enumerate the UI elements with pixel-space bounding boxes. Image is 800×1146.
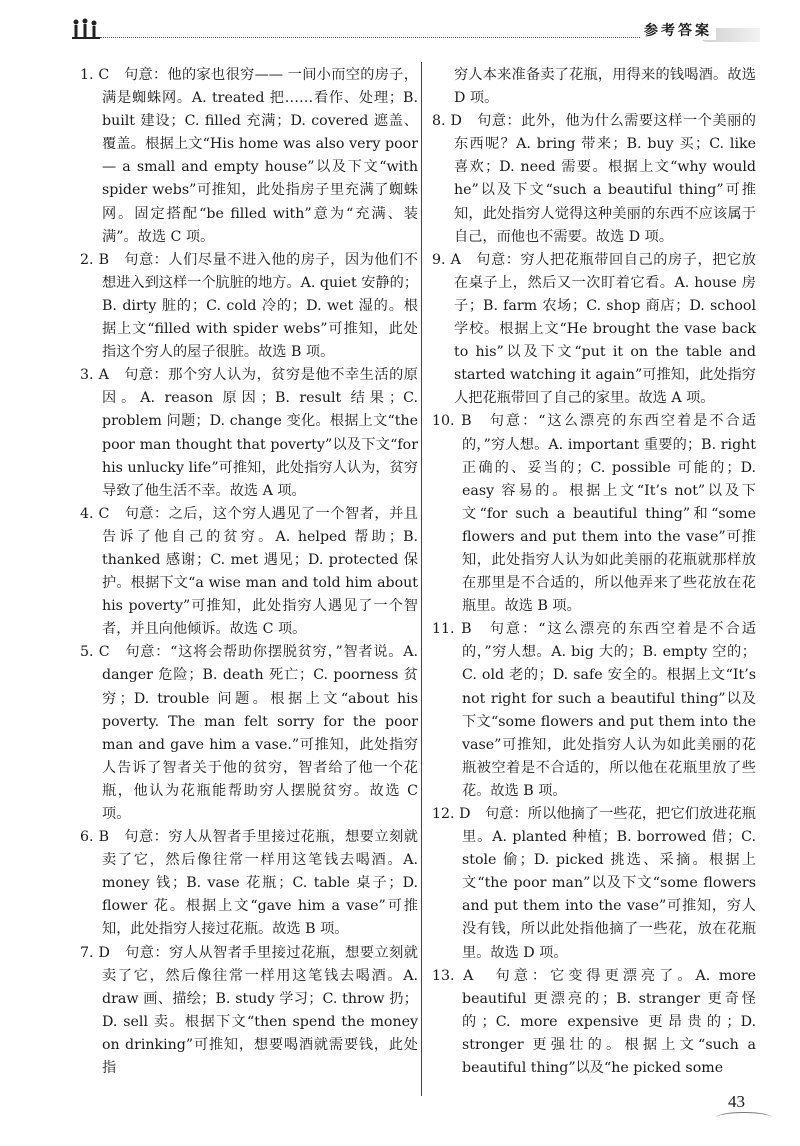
page-number-decoration [716, 1112, 772, 1123]
right-column [432, 64, 756, 1080]
figures-logo-icon [72, 18, 102, 40]
column-divider [421, 62, 422, 1096]
left-column [80, 64, 418, 1080]
header-rule [100, 37, 700, 38]
answer-item-13: 13. A 句意：它变得更漂亮了。A. more beautiful 更漂亮的；B. stranger 更奇怪的；C. more expensive 更昂贵的；D. stronger 更强壮的。根据上文“such a beautiful thing”以及“he picked some [432, 967, 756, 1077]
answer-item-10: 10. B 句意：“这么漂亮的东西空着是不合适的，”穷人想。A. important 重要的；B. right 正确的、妥当的；C. possible 可能的；D. easy 容易的。根据上文“It’s not”以及下文“for such a beautiful thing”和“some flowers and put them into the vase”可推知，此处指穷人认为如此美丽的花瓶就那样放在那里是不合适的，所以他弄来了些花放在花瓶里。故选 B 项。 [432, 413, 756, 615]
answer-item-4: 4. C 句意：之后，这个穷人遇见了一个智者，并且告诉了他自己的贫穷。A. helped 帮助；B. thanked 感谢；C. met 遇见；D. protected 保护。根据下文“a wise man and told him about his poverty”可推知，此处指穷人遇见了一个智者，并且向他倾诉。故选 C 项。 [80, 505, 418, 638]
answer-item-6: 6. B 句意：穷人从智者手里接过花瓶，想要立刻就卖了它，然后像往常一样用这笔钱去喝酒。A. money 钱；B. vase 花瓶；C. table 桌子；D. flower 花。根据上文“gave him a vase”可推知，此处指穷人接过花瓶。故选 B 项。 [80, 829, 418, 938]
answer-item-11: 11. B 句意：“这么漂亮的东西空着是不合适的，”穷人想。A. big 大的；B. empty 空的；C. old 老的；D. safe 安全的。根据上文“It’s not right for such a beautiful thing”以及下文“some flowers and put them into the vase”可推知，此处指穷人认为如此美丽的花瓶被空着是不合适的，所以他在花瓶里放了些花。故选 B 项。 [432, 621, 756, 799]
answer-item-8: 8. D 句意：此外，他为什么需要这样一个美丽的东西呢？A. bring 带来；B. buy 买；C. like 喜欢；D. need 需要。根据上文“why would he”以及下文“such a beautiful thing”可推知，此处指穷人觉得这种美丽的东西不应该属于自己，而他也不需要。故选 D 项。 [432, 113, 756, 245]
answer-item-3: 3. A 句意：那个穷人认为，贫穷是他不幸生活的原因。A. reason 原因；B. result 结果；C. problem 问题；D. change 变化。根据上文“the poor man thought that poverty”以及下文“for his unlucky life”可推知，此处指穷人认为，贫穷导致了他生活不幸。故选 A 项。 [80, 367, 418, 499]
continuation-text: 穷人本来准备卖了花瓶，用得来的钱喝酒。故选 D 项。 [454, 67, 756, 107]
answer-item-9: 9. A 句意：穷人把花瓶带回自己的房子，把它放在桌子上，然后又一次盯着它看。A. house 房子；B. farm 农场；C. shop 商店；D. school 学校。根据上文“He brought the vase back to his”以及下文“put it on the table and started watching it again”可推知，此处指穷人把花瓶带回了自己的家里。故选 A 项。 [432, 251, 756, 407]
answer-item-2: 2. B 句意：人们尽量不进入他的房子，因为他们不想进入到这样一个肮脏的地方。A. quiet 安静的；B. dirty 脏的；C. cold 冷的；D. wet 湿的。根据上文“filled with spider webs”可推知，此处指这个穷人的屋子很脏。故选 B 项。 [80, 251, 419, 361]
header-title: 参考答案 [640, 20, 716, 40]
answer-item-1: 1. C 句意：他的家也很穷—— 一间小而空的房子，满是蜘蛛网。A. treated 把……看作、处理；B. built 建设；C. filled 充满；D. covered 遮盖、覆盖。根据上文“His home was also very poor — a small and empty house”以及下文“with spider webs”可推知，此处指房子里充满了蜘蛛网。固定搭配“be filled with”意为“充满、装满”。故选 C 项。 [80, 67, 418, 245]
answer-item-7: 7. D 句意：穷人从智者手里接过花瓶，想要立刻就卖了它，然后像往常一样用这笔钱去喝酒。A. draw 画、描绘；B. study 学习；C. throw 扔；D. sell 卖。根据下文“then spend the money on drinking”可推知，想要喝酒就需要钱，此处指 [80, 944, 418, 1077]
page-header [0, 0, 800, 50]
page-number: 43 [728, 1092, 745, 1111]
answer-item-5: 5. C 句意：“这将会帮助你摆脱贫穷，”智者说。A. danger 危险；B. death 死亡；C. poorness 贫穷；D. trouble 问题。根据上文“about his poverty. The man felt sorry for the poor man and gave him a vase.”可推知，此处指穷人告诉了智者关于他的贫穷，智者给了他一个花瓶，他认为花瓶能帮助穷人摆脱贫穷。故选 C 项。 [80, 644, 418, 822]
answer-item-12: 12. D 句意：所以他摘了一些花，把它们放进花瓶里。A. planted 种植；B. borrowed 借；C. stole 偷；D. picked 挑选、采摘。根据上文“the poor man”以及下文“some flowers and put them into the vase”可推知，穷人没有钱，所以此处指他摘了一些花，放在花瓶里。故选 D 项。 [432, 806, 756, 961]
